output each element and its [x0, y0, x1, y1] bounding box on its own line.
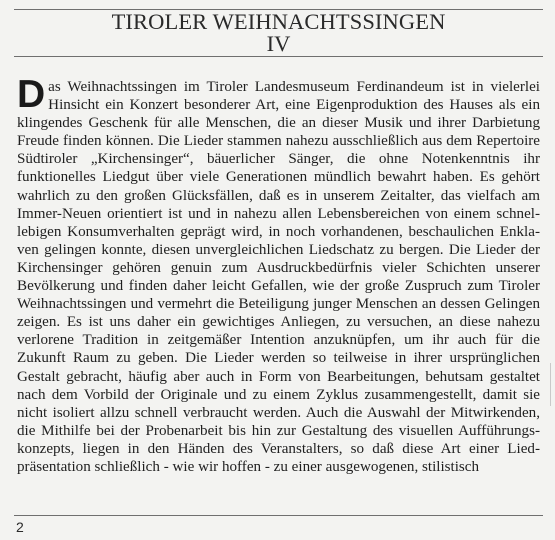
page-title: [14, 11, 543, 55]
title-text: TIROLER WEIHNACHTSSINGEN: [111, 9, 446, 34]
page-number: 2: [16, 519, 24, 535]
page-edge-mark: [550, 363, 551, 389]
title-rule: [14, 56, 543, 57]
page-edge-mark: [550, 388, 551, 406]
title-roman-numeral: IV: [266, 31, 291, 56]
body-paragraph: as Weihnachtssingen im Tiroler Landesmuseum Ferdinandeum ist in vielerlei Hinsicht ein Konzert besonderer Art, eine Eigenproduktion des Hauses als ein klingendes Geschenk für alle Menschen, die an dieser Musik und ihrer Darbietung Freude finden können. Die Lieder stammen nahezu ausschließlich aus dem Repertoire Südtiroler „Kirchensinger“, bäuerlicher Sänger, die ohne Notenkenntnis ihr funktionelles Liedgut über viele Generationen mündlich bewahrt haben. Es gehört wahrlich zu den großen Glücksfällen, daß es in unserem Zeitalter, das vielfach am Immer-Neuen orientiert ist und in nahezu allen Lebensbereichen von einem schnellebigen Konsumverhalten geprägt wird, in noch vorhandenen, beschaulichen Enklaven gelingen konnte, diesen unvergleichlichen Liedschatz zu bergen. Die Lieder der Kirchensinger gehören genuin zum Ausdruckbedürfnis vieler Schichten unserer Bevölkerung und finden daher leicht Gefallen, wie der große Zuspruch zum Tiroler Weihnachtssingen und vermehrt die Beteiligung junger Menschen an dessen Gelingen zeigen. Es ist uns daher ein gewichtiges Anliegen, zu versuchen, an diese nahezu verlorene Tradition in zeitgemäßer Intention anzuknüpfen, um ihr auch für die Zukunft Raum zu geben. Die Lieder werden so teilweise in ihrer ursprünglichen Gestalt gebracht, häufig aber auch in Form von Bearbeitungen, behutsam gestaltet nach dem Vorbild der Originale und zu einem Zyklus zusammengestellt, damit sie nicht isoliert allzu schnell verbraucht werden. Auch die Auswahl der Mitwirkenden, die Mithilfe bei der Probenarbeit bis hin zur Gestaltung des visuellen Aufführungskonzepts, liegen in den Händen des Veranstalters, so daß diese Art einer Liedpräsentation schließlich - wie wir hoffen - zu einer ausgewogenen, stilistisch: [17, 79, 540, 475]
drop-cap: D: [17, 73, 46, 116]
bottom-rule: [14, 515, 543, 516]
article-body: [17, 73, 540, 476]
